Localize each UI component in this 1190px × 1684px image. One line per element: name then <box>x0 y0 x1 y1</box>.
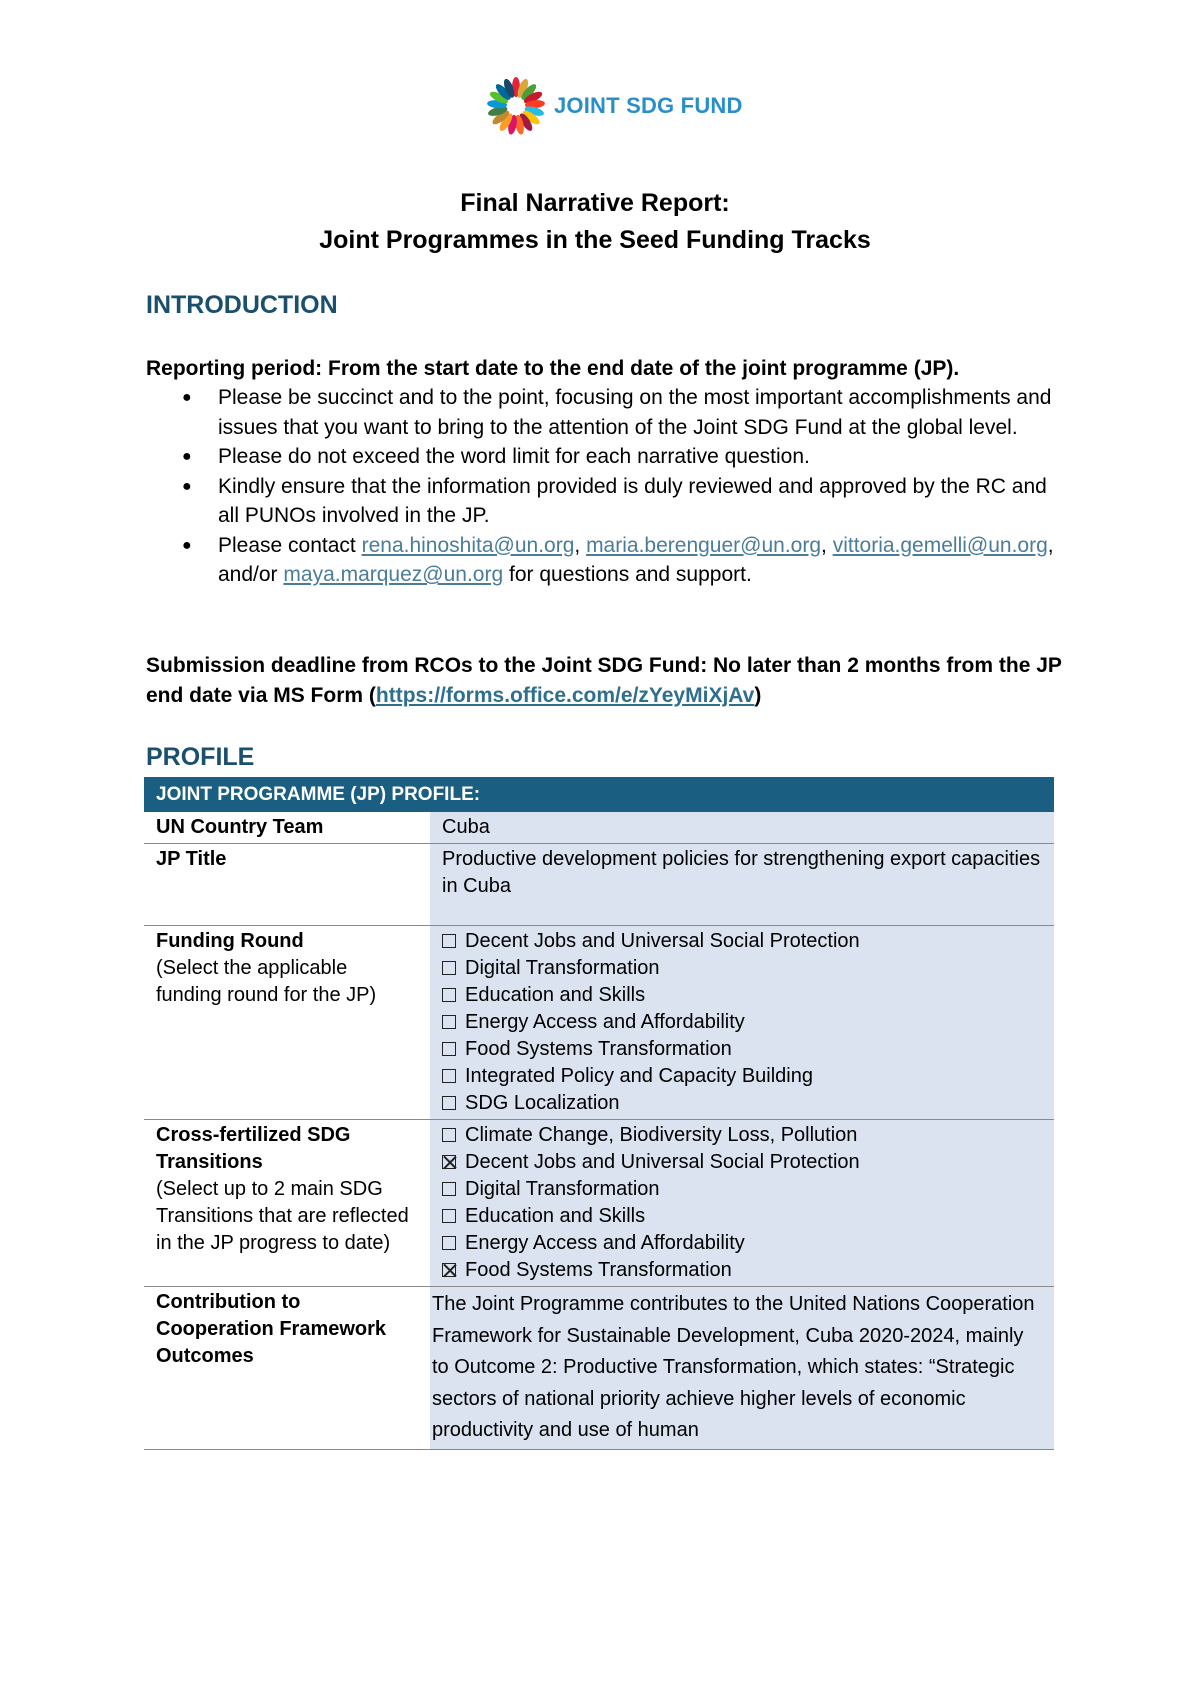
sdg-wheel-icon <box>484 74 548 138</box>
transitions-options <box>430 1120 1054 1287</box>
list-item-contact: ● Please contact rena.hinoshita@un.org, maria.berenguer@un.org, vittoria.gemelli@un.org, and/or maya.marquez@un.org for questions and support. <box>146 531 1066 590</box>
transition-option[interactable] <box>442 1149 1042 1176</box>
transition-option[interactable] <box>442 1230 1042 1257</box>
reporting-period: Reporting period: From the start date to the end date of the joint programme (JP). <box>146 357 960 380</box>
jp-title-label: JP Title <box>144 844 430 926</box>
contribution-label: Contribution to Cooperation Framework Outcomes <box>144 1287 430 1450</box>
transition-option[interactable] <box>442 1257 1042 1284</box>
checkbox-icon[interactable] <box>442 1015 456 1029</box>
funding-round-option[interactable] <box>442 1036 1042 1063</box>
funding-round-option-label: Integrated Policy and Capacity Building <box>465 1065 813 1087</box>
funding-round-option-label: Energy Access and Affordability <box>465 1011 745 1033</box>
transition-option-label: Digital Transformation <box>465 1178 660 1200</box>
list-item: ● Kindly ensure that the information provided is duly reviewed and approved by the RC and all PUNOs involved in the JP. <box>146 472 1066 531</box>
email-link-maria[interactable]: maria.berenguer@un.org <box>586 533 822 557</box>
table-row <box>144 1120 1054 1287</box>
table-row <box>144 812 1054 844</box>
checkbox-icon[interactable] <box>442 1042 456 1056</box>
transitions-label: Cross-fertilized SDG Transitions <box>156 1124 351 1173</box>
document-title-line1: Final Narrative Report: <box>460 189 730 217</box>
list-item: ● Please be succinct and to the point, focusing on the most important accomplishments and issues that you want to bring to the attention of the Joint SDG Fund at the global level. <box>146 383 1066 442</box>
transitions-note: (Select up to 2 main SDG Transitions that are reflected in the JP progress to date) <box>156 1178 409 1254</box>
checkbox-icon[interactable] <box>442 988 456 1002</box>
funding-round-note: (Select the applicable funding round for the JP) <box>156 957 377 1006</box>
transition-option[interactable] <box>442 1122 1042 1149</box>
bullet-icon: ● <box>182 389 192 406</box>
funding-round-option-label: Food Systems Transformation <box>465 1038 732 1060</box>
checkbox-checked-icon[interactable] <box>442 1155 456 1169</box>
submission-deadline: Submission deadline from RCOs to the Joint SDG Fund: No later than 2 months from the JP end date via MS Form (https://forms.office.com/e/zYeyMiXjAv) <box>146 654 1062 707</box>
checkbox-icon[interactable] <box>442 961 456 975</box>
funding-round-option-label: SDG Localization <box>465 1092 620 1114</box>
joint-sdg-fund-logo <box>484 74 743 138</box>
transition-option[interactable] <box>442 1176 1042 1203</box>
document-title-line2: Joint Programmes in the Seed Funding Tracks <box>319 226 871 254</box>
profile-heading: PROFILE <box>146 743 255 771</box>
introduction-heading: INTRODUCTION <box>146 291 338 319</box>
funding-round-option-label: Digital Transformation <box>465 957 660 979</box>
funding-round-option[interactable] <box>442 982 1042 1009</box>
transition-option-label: Climate Change, Biodiversity Loss, Pollution <box>465 1124 858 1146</box>
email-link-maya[interactable]: maya.marquez@un.org <box>283 563 504 586</box>
checkbox-icon[interactable] <box>442 1069 456 1083</box>
transition-option-label: Education and Skills <box>465 1205 646 1227</box>
checkbox-icon[interactable] <box>442 1236 456 1250</box>
funding-round-option[interactable] <box>442 928 1042 955</box>
transition-option[interactable] <box>442 1203 1042 1230</box>
transition-option-label: Energy Access and Affordability <box>465 1232 745 1254</box>
funding-round-cell <box>144 926 430 1120</box>
funding-round-option[interactable] <box>442 955 1042 982</box>
funding-round-option[interactable] <box>442 1063 1042 1090</box>
list-item: ● Please do not exceed the word limit for each narrative question. <box>146 442 1066 472</box>
table-row <box>144 844 1054 926</box>
transition-option-label: Decent Jobs and Universal Social Protection <box>465 1151 860 1173</box>
jp-title-value: Productive development policies for strengthening export capacities in Cuba <box>430 844 1054 926</box>
transition-option-label: Food Systems Transformation <box>465 1259 732 1281</box>
funding-round-option[interactable] <box>442 1009 1042 1036</box>
checkbox-icon[interactable] <box>442 1209 456 1223</box>
checkbox-checked-icon[interactable] <box>442 1263 456 1277</box>
un-country-team-label: UN Country Team <box>144 812 430 844</box>
logo-text: JOINT SDG FUND <box>554 93 743 118</box>
profile-table <box>144 777 1054 1450</box>
funding-round-option-label: Education and Skills <box>465 984 646 1006</box>
ms-form-link[interactable]: https://forms.office.com/e/zYeyMiXjAv <box>375 683 755 707</box>
table-header-row <box>144 777 1054 812</box>
email-link-rena[interactable]: rena.hinoshita@un.org <box>361 533 575 557</box>
checkbox-icon[interactable] <box>442 1128 456 1142</box>
bullet-icon: ● <box>182 448 192 465</box>
funding-round-options <box>430 926 1054 1120</box>
un-country-team-value: Cuba <box>430 812 1054 844</box>
table-row <box>144 1287 1054 1450</box>
email-link-vittoria[interactable]: vittoria.gemelli@un.org <box>832 533 1048 557</box>
transitions-cell <box>144 1120 430 1287</box>
checkbox-icon[interactable] <box>442 1096 456 1110</box>
table-header: JOINT PROGRAMME (JP) PROFILE: <box>144 777 1054 812</box>
bullet-icon: ● <box>182 536 192 554</box>
instructions-list <box>146 383 1066 590</box>
funding-round-label: Funding Round <box>156 930 304 952</box>
funding-round-option[interactable] <box>442 1090 1042 1117</box>
checkbox-icon[interactable] <box>442 934 456 948</box>
checkbox-icon[interactable] <box>442 1182 456 1196</box>
contribution-value: The Joint Programme contributes to the United Nations Cooperation Framework for Sustainable Development, Cuba 2020-2024, mainly to Outcome 2: Productive Transformation, which states: “Strategic sectors of national priority achieve higher levels of economic productivity and use of human <box>430 1287 1054 1450</box>
table-row <box>144 926 1054 1120</box>
funding-round-option-label: Decent Jobs and Universal Social Protection <box>465 930 860 952</box>
bullet-icon: ● <box>182 477 192 495</box>
